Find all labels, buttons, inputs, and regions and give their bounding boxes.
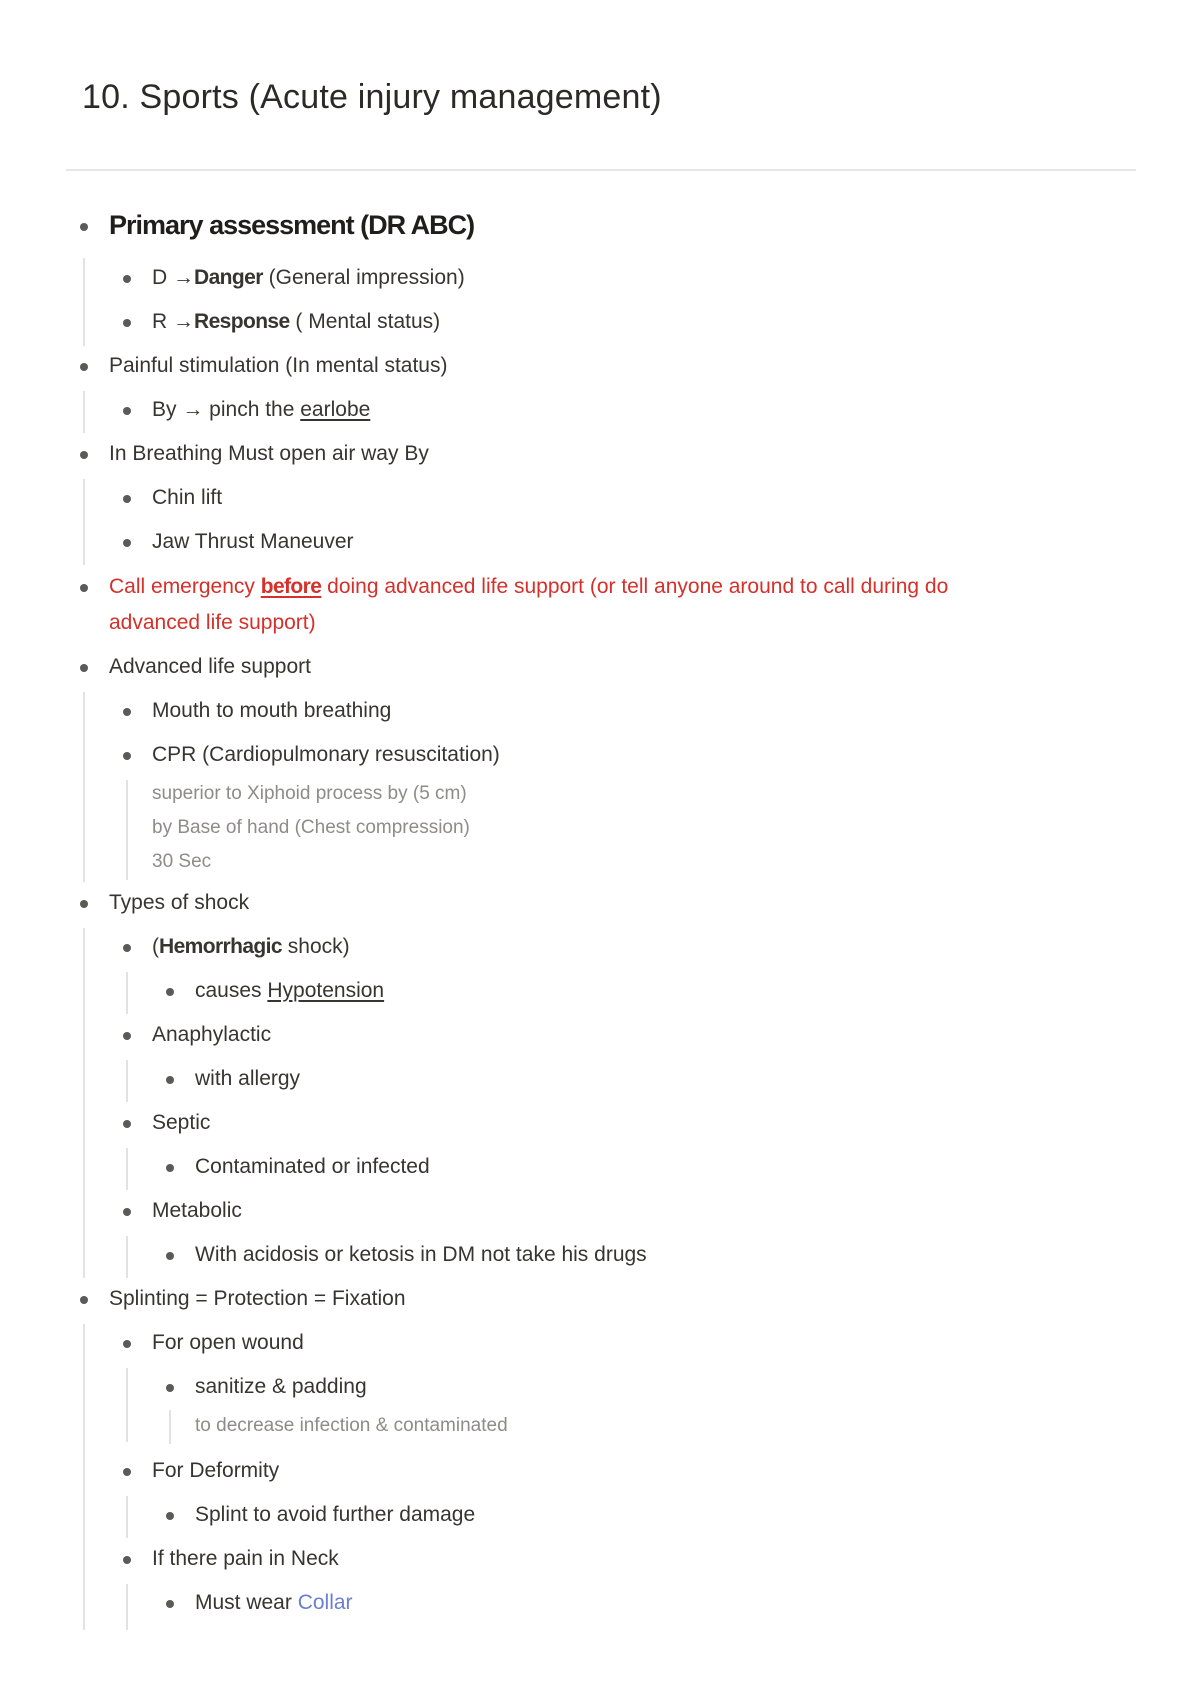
earlobe-link[interactable]: earlobe [300,398,371,421]
list-item-contaminated: Contaminated or infected [195,1155,430,1178]
hem-open: ( [152,935,159,958]
list-item-anaphylactic: Anaphylactic [152,1023,272,1046]
list-item-hemorrhagic [152,933,350,961]
bullet-icon [166,1252,174,1260]
list-item-hypotension [195,977,384,1005]
list-item-neck-pain: If there pain in Neck [152,1547,339,1570]
list-item-chin-lift: Chin lift [152,486,223,509]
list-item-primary-assessment: Primary assessment (DR ABC) [109,210,475,240]
bullet-icon [123,539,131,547]
call-key: before [260,575,322,598]
bullet-icon [123,1032,131,1040]
bullet-icon [166,1164,174,1172]
bullet-icon [123,1120,131,1128]
list-item-pinch-earlobe [152,396,370,424]
hem-rest: shock) [281,935,350,958]
list-item-collar [195,1589,353,1617]
bullet-icon [166,1076,174,1084]
bullet-icon [123,1468,131,1476]
list-item-sanitize: sanitize & padding [195,1375,367,1398]
response-key: Response [194,310,290,333]
indent-guide [126,1060,128,1102]
bullet-icon [123,495,131,503]
indent-guide [83,928,85,1278]
indent-guide [126,780,128,880]
indent-guide [83,391,85,433]
list-item-acidosis: With acidosis or ketosis in DM not take his drugs [195,1243,647,1266]
divider [66,169,1136,171]
call-emergency-line2: advanced life support) [109,611,316,634]
list-item-cpr: CPR (Cardiopulmonary resuscitation) [152,743,500,766]
bullet-icon [80,900,88,908]
list-item-with-allergy: with allergy [195,1067,301,1090]
bullet-icon [123,944,131,952]
bullet-icon [80,451,88,459]
bullet-icon [123,1556,131,1564]
indent-guide [126,972,128,1014]
bullet-icon [80,223,88,231]
list-item-response [152,308,440,336]
indent-guide [126,1148,128,1190]
page-title: 10. Sports (Acute injury management) [82,78,662,116]
response-prefix: R [152,310,168,333]
list-item-types-of-shock: Types of shock [109,891,250,914]
bullet-icon [80,1296,88,1304]
indent-guide [83,692,85,882]
bullet-icon [166,1600,174,1608]
list-item-mouth-to-mouth: Mouth to mouth breathing [152,699,392,722]
danger-rest: (General impression) [262,266,465,289]
bullet-icon [123,708,131,716]
bullet-icon [166,988,174,996]
arrow-right-icon: → [173,310,195,333]
list-item-painful-stimulation: Painful stimulation (In mental status) [109,354,448,377]
danger-prefix: D [152,266,168,289]
bullet-icon [80,664,88,672]
call-pre: Call emergency [109,575,261,598]
bullet-icon [123,1340,131,1348]
indent-guide [126,1368,128,1442]
cpr-note-3: 30 Sec [152,851,212,872]
list-item-metabolic: Metabolic [152,1199,242,1222]
indent-guide [83,258,85,346]
indent-guide [83,479,85,565]
hypotension-pre: causes [195,979,268,1002]
collar-link[interactable]: Collar [297,1591,353,1614]
bullet-icon [166,1384,174,1392]
list-item-splinting: Splinting = Protection = Fixation [109,1287,406,1310]
bullet-icon [123,407,131,415]
sanitize-note: to decrease infection & contaminated [195,1415,508,1436]
bullet-icon [123,1208,131,1216]
bullet-icon [123,275,131,283]
indent-guide [126,1236,128,1278]
collar-pre: Must wear [195,1591,298,1614]
cpr-note-1: superior to Xiphoid process by (5 cm) [152,783,467,804]
list-item-breathing: In Breathing Must open air way By [109,442,429,465]
danger-key: Danger [194,266,263,289]
indent-guide [169,1410,171,1444]
list-item-open-wound: For open wound [152,1331,304,1354]
bullet-icon [123,752,131,760]
cpr-note-2: by Base of hand (Chest compression) [152,817,470,838]
indent-guide [126,1584,128,1630]
indent-guide [126,1496,128,1538]
call-post: doing advanced life support (or tell anyone around to call during do [321,575,949,598]
arrow-right-icon: → [173,266,195,289]
indent-guide [83,1324,85,1630]
hypotension-link[interactable]: Hypotension [267,979,385,1002]
bullet-icon [166,1512,174,1520]
list-item-further-damage: Splint to avoid further damage [195,1503,476,1526]
bullet-icon [80,584,88,592]
response-rest: ( Mental status) [289,310,441,333]
list-item-jaw-thrust: Jaw Thrust Maneuver [152,530,354,553]
pinch-text: By → pinch the [152,398,301,421]
list-item-advanced-life-support: Advanced life support [109,655,311,678]
list-item-septic: Septic [152,1111,211,1134]
bullet-icon [123,319,131,327]
hem-key: Hemorrhagic [159,935,282,958]
bullet-icon [80,363,88,371]
list-item-call-emergency [109,573,948,601]
list-item-danger [152,264,465,292]
list-item-deformity: For Deformity [152,1459,280,1482]
